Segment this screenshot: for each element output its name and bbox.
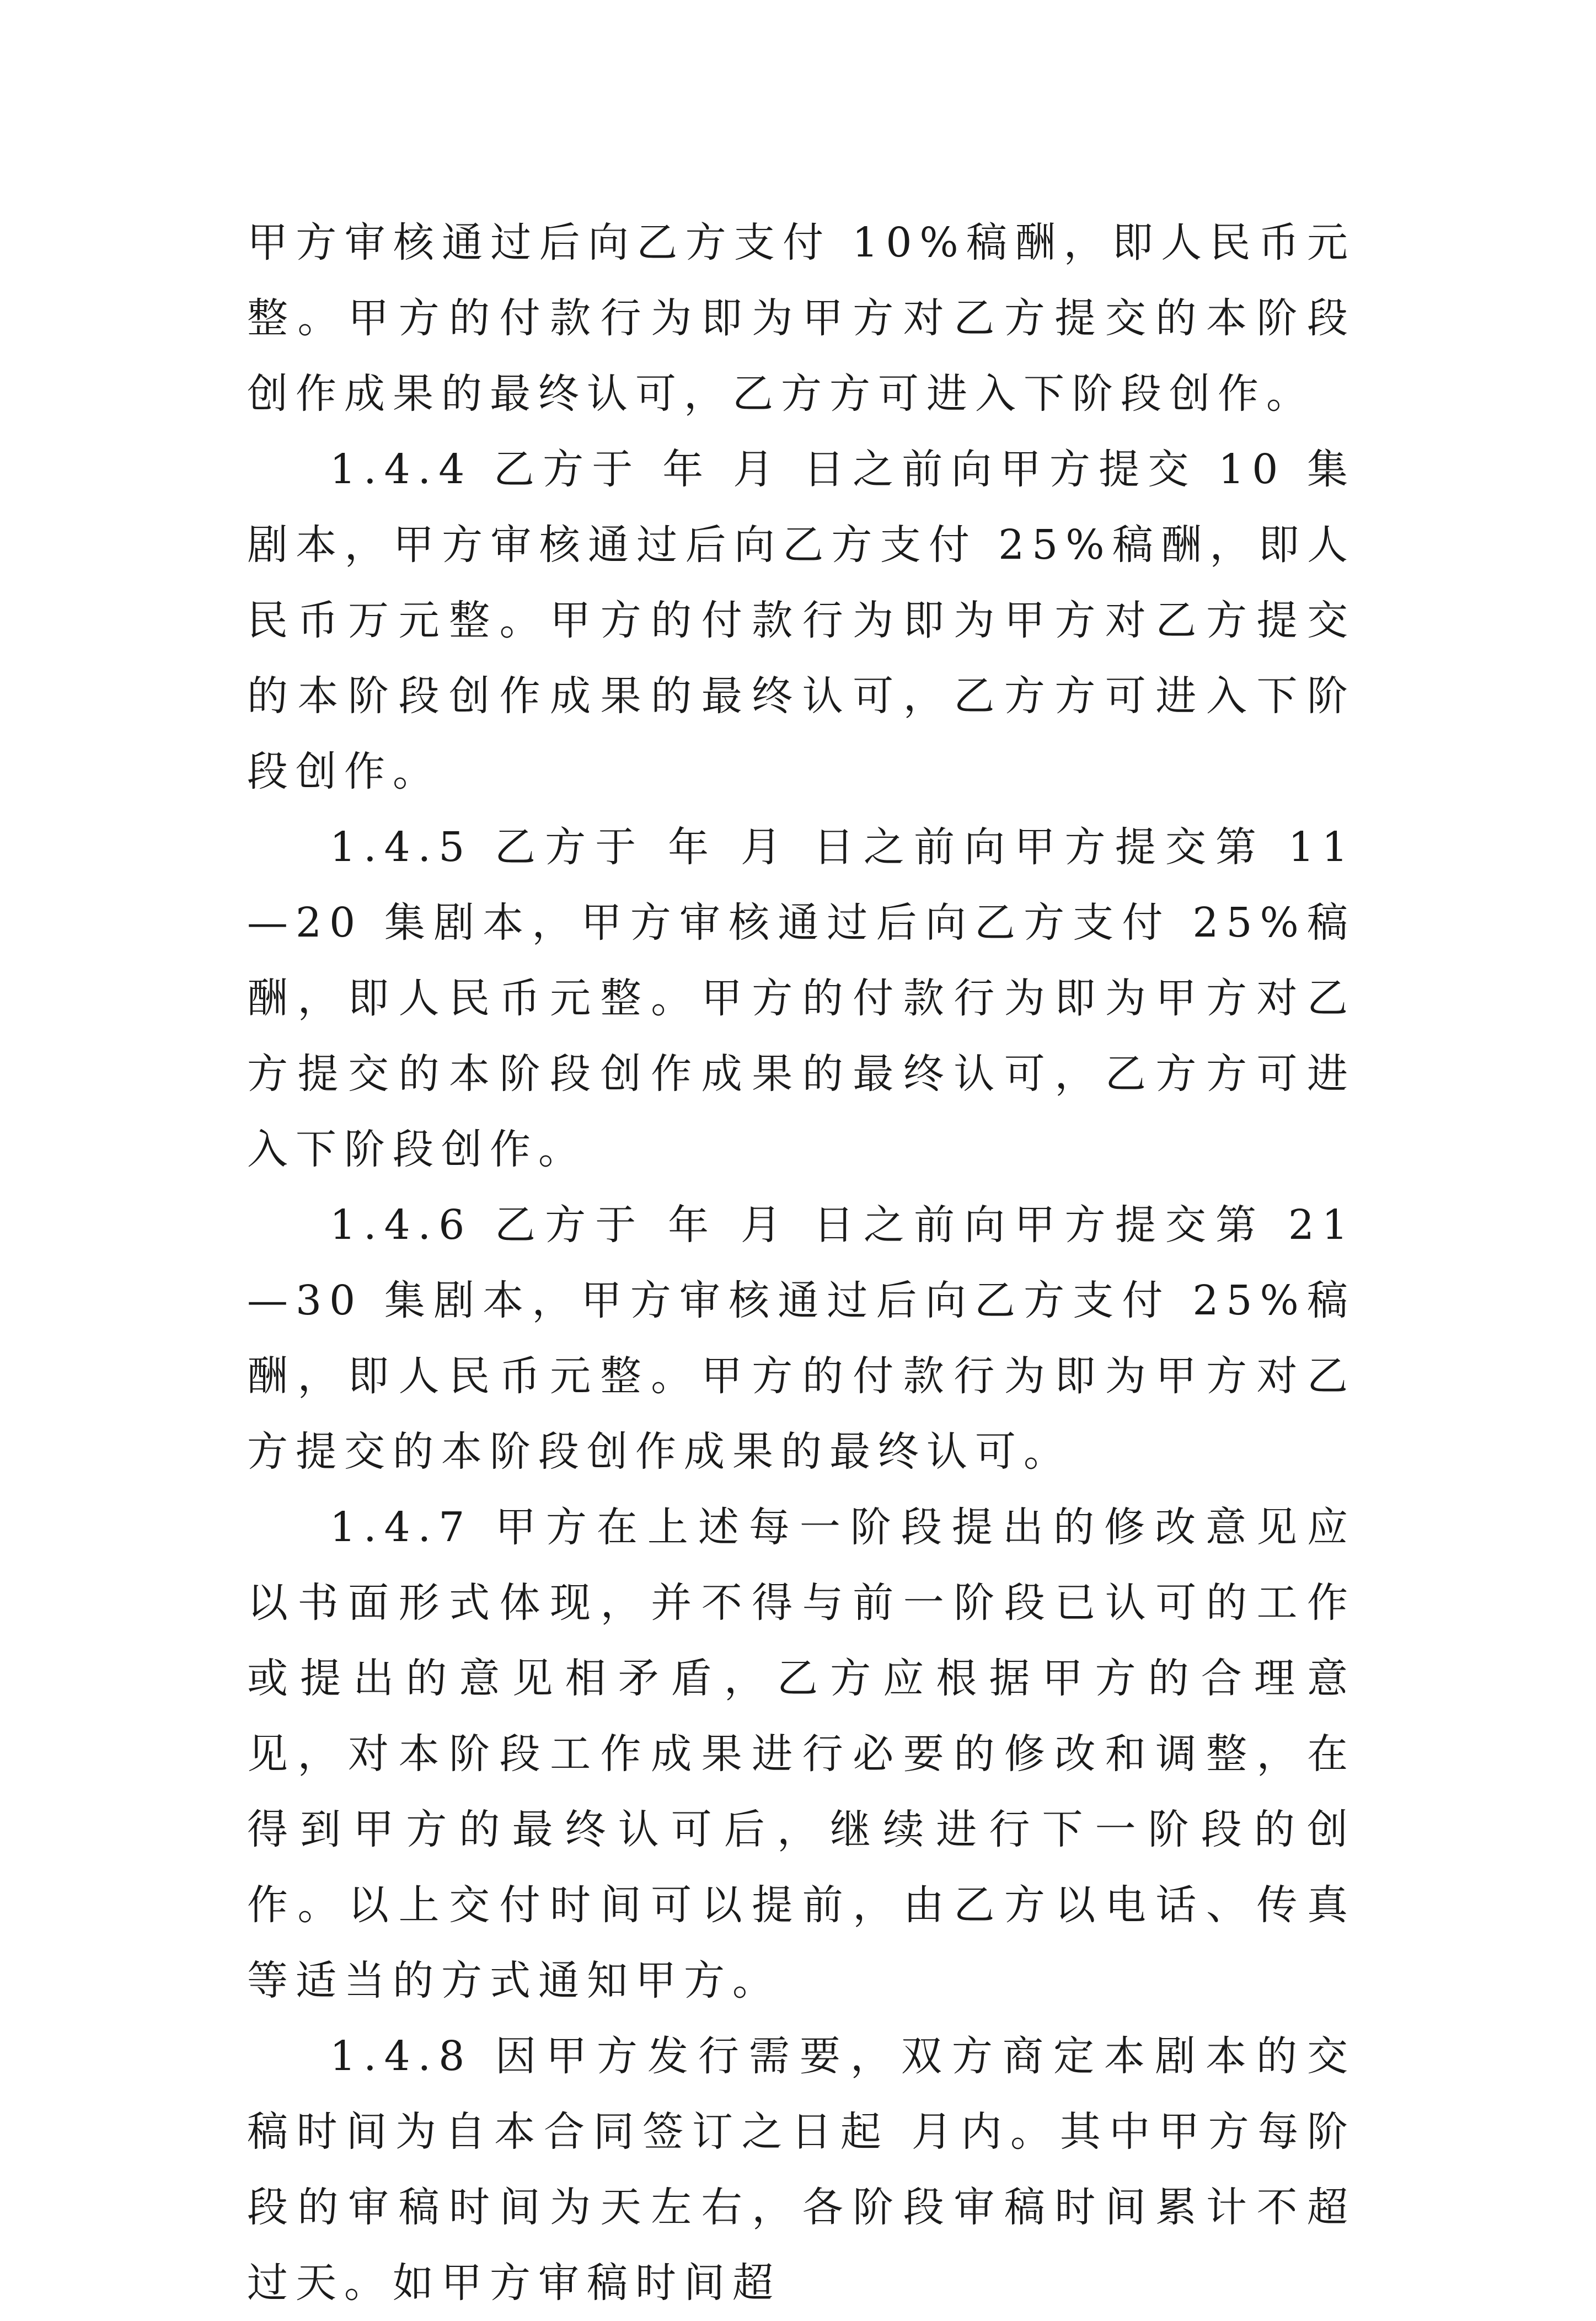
paragraph-continuation: 甲方审核通过后向乙方支付 10%稿酬，即人民币元整。甲方的付款行为即为甲方对乙方提交的本阶段创作成果的最终认可，乙方方可进入下阶段创作。	[247, 219, 1356, 418]
paragraph-clause-1-4-4: 1.4.4 乙方于 年 月 日之前向甲方提交 10 集剧本，甲方审核通过后向乙方支付 25%稿酬，即人民币万元整。甲方的付款行为即为甲方对乙方提交的本阶段创作成果的最终认可，乙方方可进入下阶段创作。	[247, 446, 1356, 795]
paragraph-clause-1-4-7: 1.4.7 甲方在上述每一阶段提出的修改意见应以书面形式体现，并不得与前一阶段已认可的工作或提出的意见相矛盾，乙方应根据甲方的合理意见，对本阶段工作成果进行必要的修改和调整，在得到甲方的最终认可后，继续进行下一阶段的创作。以上交付时间可以提前，由乙方以电话、传真等适当的方式通知甲方。	[247, 1504, 1356, 2004]
document-body	[247, 205, 1356, 2321]
paragraph-clause-1-4-5: 1.4.5 乙方于 年 月 日之前向甲方提交第 11—20 集剧本，甲方审核通过后向乙方支付 25%稿酬，即人民币元整。甲方的付款行为即为甲方对乙方提交的本阶段创作成果的最终认可，乙方方可进入下阶段创作。	[247, 823, 1356, 1173]
paragraph-clause-1-4-8: 1.4.8 因甲方发行需要，双方商定本剧本的交稿时间为自本合同签订之日起 月内。其中甲方每阶段的审稿时间为天左右，各阶段审稿时间累计不超过天。如甲方审稿时间超	[247, 2033, 1356, 2307]
paragraph-clause-1-4-6: 1.4.6 乙方于 年 月 日之前向甲方提交第 21—30 集剧本，甲方审核通过后向乙方支付 25%稿酬，即人民币元整。甲方的付款行为即为甲方对乙方提交的本阶段创作成果的最终认可。	[247, 1201, 1356, 1475]
